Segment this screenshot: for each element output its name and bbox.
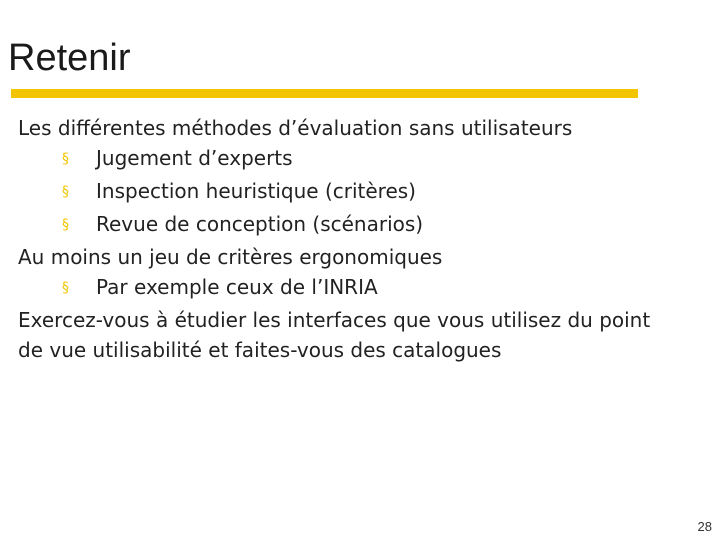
sub-bullet-text: Jugement d’experts bbox=[96, 146, 293, 170]
section-sign-icon: § bbox=[62, 280, 69, 296]
sub-bullet-text: Par exemple ceux de l’INRIA bbox=[96, 275, 378, 299]
bullet-line: Au moins un jeu de critères ergonomiques bbox=[18, 245, 443, 269]
slide-title: Retenir bbox=[8, 37, 131, 79]
sub-bullet-line bbox=[18, 209, 698, 242]
section-sign-icon: § bbox=[62, 151, 69, 167]
sub-bullet-text: Inspection heuristique (critères) bbox=[96, 179, 416, 203]
page-number: 28 bbox=[697, 519, 712, 534]
sub-bullet-text: Revue de conception (scénarios) bbox=[96, 212, 424, 236]
sub-bullet-line bbox=[18, 272, 698, 305]
bullet-line: Les différentes méthodes d’évaluation sans utilisateurs bbox=[18, 116, 573, 140]
bullet-line: Exercez-vous à étudier les interfaces que vous utilisez du point bbox=[18, 308, 651, 332]
sub-bullet-line bbox=[18, 143, 698, 176]
section-sign-icon: § bbox=[62, 184, 69, 200]
section-sign-icon: § bbox=[62, 217, 69, 233]
title-underline-bar bbox=[11, 89, 638, 98]
slide-body bbox=[18, 113, 698, 365]
sub-bullet-line bbox=[18, 176, 698, 209]
bullet-line: de vue utilisabilité et faites-vous des catalogues bbox=[18, 338, 502, 362]
